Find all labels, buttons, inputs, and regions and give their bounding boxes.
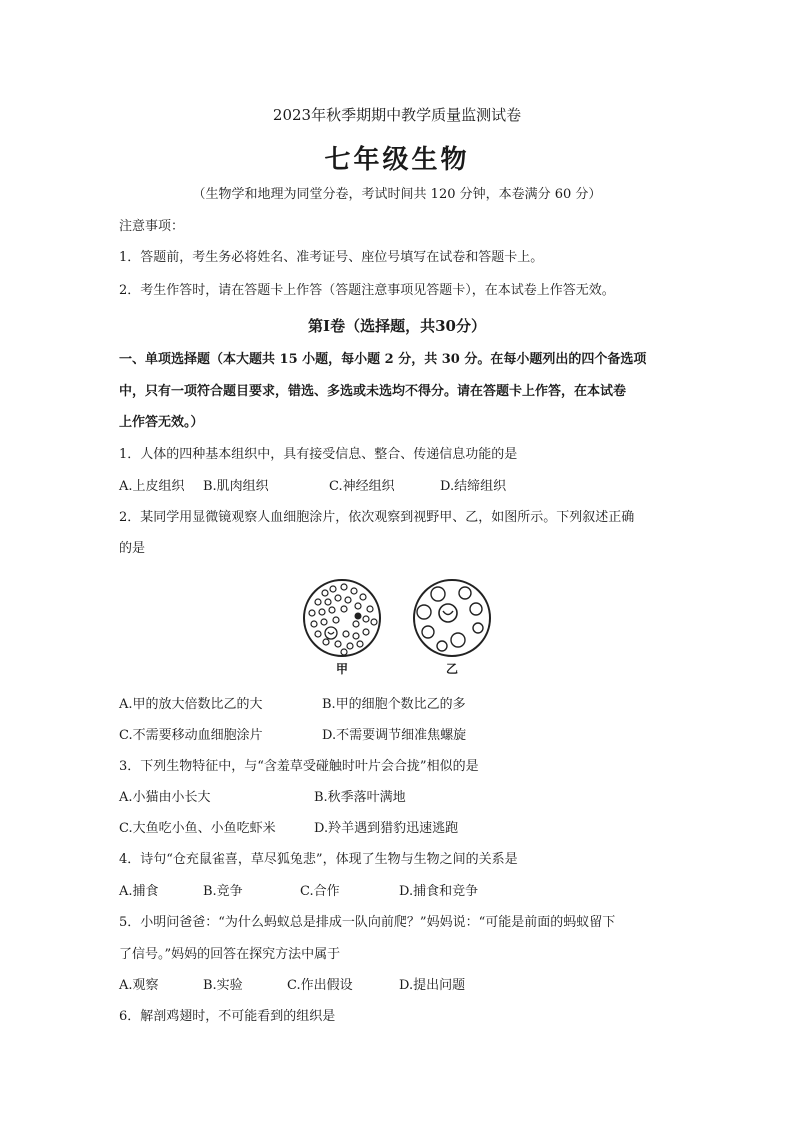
question-4-option-b[interactable]: B.竞争 bbox=[203, 884, 243, 899]
question-5-option-a[interactable]: A.观察 bbox=[119, 978, 159, 993]
note-item: 2．考生作答时，请在答题卡上作答（答题注意事项见答题卡），在本试卷上作答无效。 bbox=[119, 283, 615, 298]
question-1-stem: 1．人体的四种基本组织中，具有接受信息、整合、传递信息功能的是 bbox=[119, 447, 518, 462]
question-3-option-b[interactable]: B.秋季落叶满地 bbox=[314, 790, 406, 805]
section-instructions: 一、单项选择题（本大题共 15 小题，每小题 2 分，共 30 分。在每小题列出的四个备选项 bbox=[119, 352, 647, 367]
figure-label-yi: 乙 bbox=[446, 662, 459, 676]
question-3-stem: 3．下列生物特征中，与“含羞草受碰触时叶片会合拢”相似的是 bbox=[119, 759, 479, 774]
field-jia-circle bbox=[304, 580, 380, 656]
question-5-option-b[interactable]: B.实验 bbox=[203, 978, 243, 993]
question-4-stem: 4．诗句“仓充鼠雀喜，草尽狐兔悲”，体现了生物与生物之间的关系是 bbox=[119, 852, 518, 867]
section-instructions: 上作答无效。） bbox=[119, 415, 204, 430]
note-item: 1．答题前，考生务必将姓名、准考证号、座位号填写在试卷和答题卡上。 bbox=[119, 250, 544, 265]
question-2-option-d[interactable]: D.不需要调节细准焦螺旋 bbox=[322, 728, 467, 743]
question-2-option-b[interactable]: B.甲的细胞个数比乙的多 bbox=[322, 697, 466, 712]
question-5-stem: 了信号。”妈妈的回答在探究方法中属于 bbox=[119, 947, 341, 962]
exam-title: 2023年秋季期期中教学质量监测试卷 bbox=[272, 106, 522, 124]
question-5-option-c[interactable]: C.作出假设 bbox=[287, 978, 353, 993]
question-3-option-d[interactable]: D.羚羊遇到猎豹迅速逃跑 bbox=[314, 821, 459, 836]
question-2-stem: 2．某同学用显微镜观察人血细胞涂片，依次观察到视野甲、乙，如图所示。下列叙述正确 bbox=[119, 510, 635, 525]
section-instructions: 中，只有一项符合题目要求，错选、多选或未选均不得分。请在答题卡上作答，在本试卷 bbox=[119, 384, 627, 399]
question-6-stem: 6．解剖鸡翅时，不可能看到的组织是 bbox=[119, 1009, 336, 1024]
question-2-option-a[interactable]: A.甲的放大倍数比乙的大 bbox=[119, 697, 263, 712]
question-3-option-c[interactable]: C.大鱼吃小鱼、小鱼吃虾米 bbox=[119, 821, 276, 836]
question-5-option-d[interactable]: D.提出问题 bbox=[399, 978, 466, 993]
question-4-option-d[interactable]: D.捕食和竞争 bbox=[399, 884, 479, 899]
question-1-option-d[interactable]: D.结缔组织 bbox=[440, 479, 507, 494]
microscope-figure bbox=[300, 576, 500, 681]
notes-heading: 注意事项： bbox=[119, 219, 185, 234]
question-1-option-c[interactable]: C.神经组织 bbox=[329, 479, 395, 494]
subject-title: 七年级生物 bbox=[324, 145, 470, 175]
question-3-option-a[interactable]: A.小猫由小长大 bbox=[119, 790, 211, 805]
figure-label-jia: 甲 bbox=[336, 662, 349, 676]
question-1-option-a[interactable]: A.上皮组织 bbox=[119, 479, 185, 494]
question-2-option-c[interactable]: C.不需要移动血细胞涂片 bbox=[119, 728, 263, 743]
question-2-stem: 的是 bbox=[119, 541, 146, 556]
field-yi-circle bbox=[414, 580, 490, 656]
question-4-option-a[interactable]: A.捕食 bbox=[119, 884, 159, 899]
question-5-stem: 5．小明问爸爸：“为什么蚂蚁总是排成一队向前爬？”妈妈说：“可能是前面的蚂蚁留下 bbox=[119, 915, 616, 930]
question-1-option-b[interactable]: B.肌肉组织 bbox=[203, 479, 269, 494]
exam-info: （生物学和地理为同堂分卷，考试时间共 120 分钟，本卷满分 60 分） bbox=[192, 187, 602, 202]
question-4-option-c[interactable]: C.合作 bbox=[300, 884, 340, 899]
section-title: 第Ⅰ卷（选择题，共30分） bbox=[308, 317, 486, 335]
